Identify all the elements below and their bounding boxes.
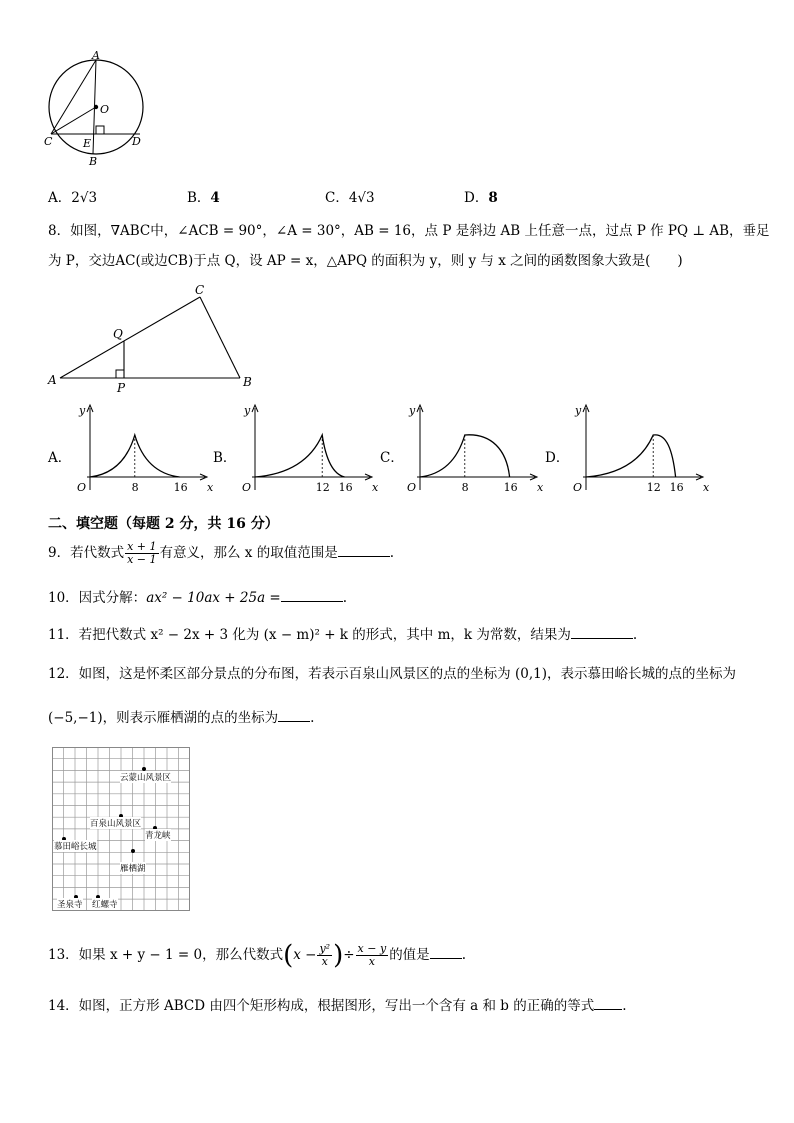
origin-label: O — [407, 481, 417, 494]
q14: 14．如图，正方形 ABCD 由四个矩形构成，根据图形，写出一个含有 a 和 b 的正确的等式 . — [48, 995, 627, 1015]
label-b: B — [89, 155, 98, 168]
q8-option-c-label: C． — [380, 450, 404, 466]
q8-triangle-figure — [45, 280, 275, 395]
q8-line-2: 为 P，交边AC(或边CB)于点 Q，设 AP = x，△APQ 的面积为 y，则 y 与 x 之间的函数图象大致是( ) — [48, 253, 683, 269]
segment-ca — [51, 60, 96, 134]
q10-answer-blank[interactable] — [281, 587, 343, 602]
x-label: x — [207, 481, 214, 494]
label-o: O — [100, 103, 110, 116]
label-baiquanshan: 百泉山风景区 — [90, 819, 142, 829]
segment-co — [51, 107, 96, 134]
q12-answer-blank[interactable] — [278, 707, 310, 722]
origin-label: O — [77, 481, 87, 494]
center-point — [94, 105, 98, 109]
q8-graph-a — [70, 400, 215, 500]
label-c: C — [195, 283, 205, 297]
y-label: y — [244, 404, 251, 417]
section-title: 二、填空题（每题 2 分，共 16 分） — [48, 516, 279, 532]
tick-end: 16 — [173, 481, 188, 494]
q8-graph-b — [235, 400, 380, 500]
label-q: Q — [113, 327, 123, 341]
function-curve — [586, 435, 676, 477]
tick-peak: 12 — [315, 481, 330, 494]
label-yanqihu: 雁栖湖 — [120, 864, 146, 874]
x-label: x — [372, 481, 379, 494]
tick-end: 16 — [503, 481, 518, 494]
label-qinglongxia: 青龙峡 — [145, 831, 171, 841]
side-ac — [60, 297, 200, 378]
q12-line-2: (−5,−1)，则表示雁栖湖的点的坐标为 . — [48, 707, 314, 727]
q7-option-c: C．4√3 — [325, 190, 375, 206]
q11: 11．若把代数式 x² − 2x + 3 化为 (x − m)² + k 的形式，其中 m，k 为常数，结果为 . — [48, 624, 637, 644]
label-a: A — [92, 49, 100, 62]
tick-peak: 8 — [131, 481, 139, 494]
origin-label: O — [573, 481, 583, 494]
q12-grid-map — [52, 747, 190, 911]
label-e: E — [83, 137, 92, 150]
label-c: C — [44, 135, 53, 148]
q8-option-b-label: B． — [213, 450, 237, 466]
label-shengquansi: 圣泉寺 — [57, 900, 83, 910]
tick-peak: 12 — [646, 481, 661, 494]
right-angle-mark — [96, 126, 104, 134]
label-mutianyu: 慕田峪长城 — [54, 842, 97, 852]
q11-answer-blank[interactable] — [571, 624, 633, 639]
label-a: A — [48, 373, 57, 387]
function-curve — [255, 435, 345, 477]
origin-label: O — [242, 481, 252, 494]
q12-line-1: 12．如图，这是怀柔区部分景点的分布图，若表示百泉山风景区的点的坐标为 (0,1)，表示慕田峪长城的点的坐标为 — [48, 666, 736, 682]
label-hongluosi: 红螺寺 — [92, 900, 118, 910]
tick-peak: 8 — [461, 481, 469, 494]
q7-option-d: D．8 — [464, 190, 498, 206]
right-angle-mark — [116, 370, 124, 378]
x-label: x — [537, 481, 544, 494]
q8-option-a-label: A． — [48, 450, 72, 466]
label-d: D — [132, 135, 141, 148]
q13: 13．如果 x + y − 1 = 0，那么代数式(x − $\frac{\text{y²}}{x}$ )÷ $\frac{x - y}{x}$ 的值是 . — [48, 940, 466, 971]
y-label: y — [79, 404, 86, 417]
label-p: P — [117, 381, 126, 395]
q7-option-b: B．4 — [187, 190, 220, 206]
side-cb — [200, 297, 240, 378]
q13-answer-blank[interactable] — [430, 944, 462, 959]
x-label: x — [703, 481, 710, 494]
q9-answer-blank[interactable] — [338, 542, 390, 557]
point-yanqihu — [131, 849, 135, 853]
q14-answer-blank[interactable] — [594, 995, 622, 1010]
tick-end: 16 — [669, 481, 684, 494]
q8-line-1: 8．如图，∇ABC中，∠ACB = 90°，∠A = 30°，AB = 16，点 P 是斜边 AB 上任意一点，过点 P 作 PQ ⊥ AB，垂足 — [48, 223, 770, 239]
q10: 10．因式分解：ax² − 10ax + 25a = . — [48, 587, 347, 607]
q8-graph-c — [400, 400, 545, 500]
q8-graph-d — [566, 400, 711, 500]
label-b: B — [243, 375, 252, 389]
label-yunmengshan: 云蒙山风景区 — [120, 773, 172, 783]
y-label: y — [575, 404, 582, 417]
q7-option-a: A．2√3 — [48, 190, 98, 206]
y-label: y — [409, 404, 416, 417]
q7-circle-figure — [40, 45, 160, 170]
tick-end: 16 — [338, 481, 353, 494]
q8-option-d-label: D． — [545, 450, 570, 466]
q9-fraction: $\frac{x + 1}{x - 1}$ — [127, 540, 157, 566]
q9: 9．若代数式 $\frac{x + 1}{x - 1}$ 有意义，那么 x 的取值范围是 . — [48, 540, 395, 566]
